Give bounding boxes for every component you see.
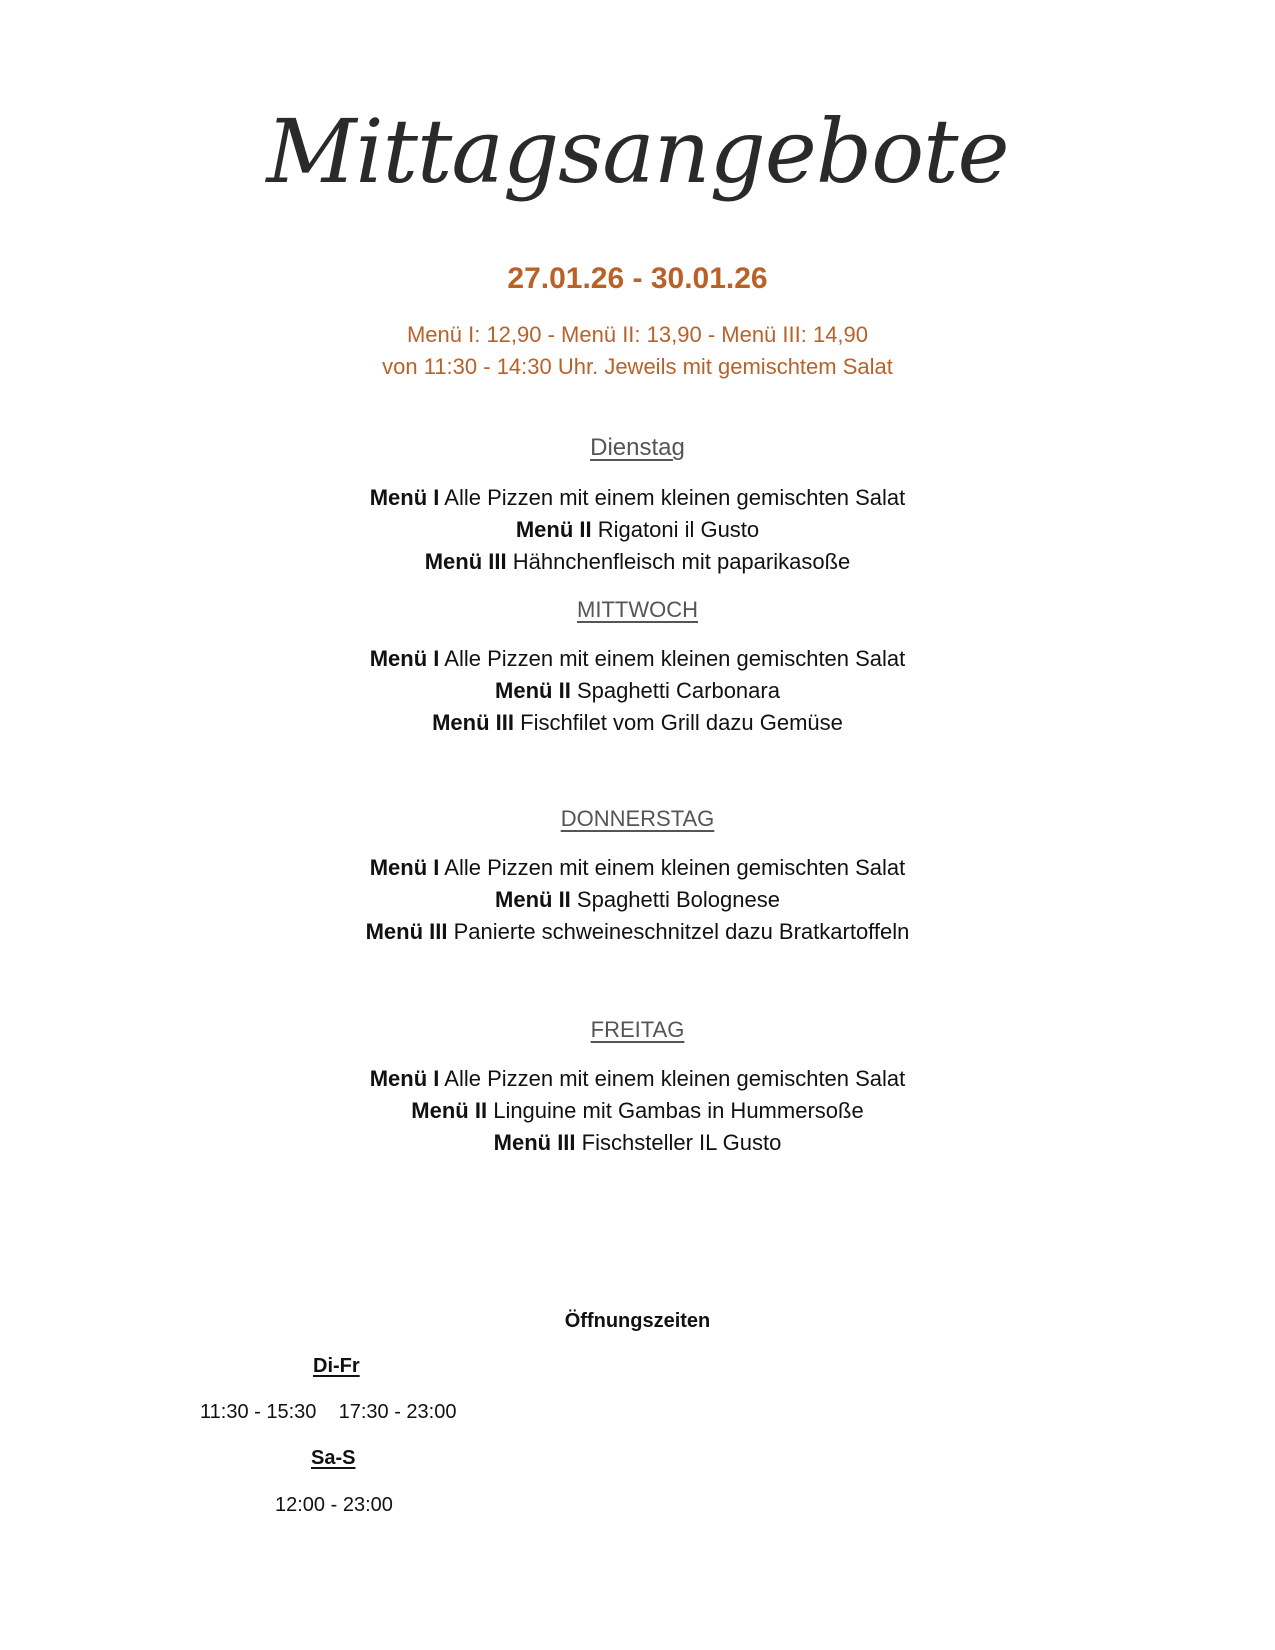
- menu-dish: Alle Pizzen mit einem kleinen gemischten Salat: [444, 646, 906, 671]
- menu-dish: Fischsteller IL Gusto: [581, 1130, 782, 1155]
- weekday-times: 11:30 - 15:30 17:30 - 23:00: [200, 1401, 457, 1423]
- menu-line: [0, 1066, 1275, 1092]
- menu-dish: Alle Pizzen mit einem kleinen gemischten Salat: [444, 1066, 906, 1091]
- menu-label: Menü III: [365, 919, 448, 944]
- weekend-label: Sa-S: [311, 1447, 356, 1469]
- weekday-label: Di-Fr: [313, 1355, 360, 1377]
- menu-label: Menü I: [369, 485, 440, 510]
- day-heading-dienstag: Dienstag: [590, 434, 685, 461]
- menu-dish: Spaghetti Bolognese: [576, 887, 780, 912]
- weekend-times: 12:00 - 23:00: [275, 1494, 393, 1516]
- menu-dish: Alle Pizzen mit einem kleinen gemischten Salat: [444, 855, 906, 880]
- lunch-hours-line: von 11:30 - 14:30 Uhr. Jeweils mit gemischtem Salat: [382, 354, 893, 379]
- menu-label: Menü III: [424, 549, 507, 574]
- menu-line: [0, 855, 1275, 881]
- menu-line: [0, 678, 1275, 704]
- menu-label: Menü II: [495, 678, 571, 703]
- menu-label: Menü II: [515, 517, 592, 542]
- menu-label: Menü III: [493, 1130, 576, 1155]
- menu-dish: Spaghetti Carbonara: [576, 678, 780, 703]
- menu-line: [0, 1130, 1275, 1156]
- day-heading-donnerstag: DONNERSTAG: [560, 806, 715, 831]
- menu-line: [0, 485, 1275, 511]
- menu-line: [0, 549, 1275, 575]
- day-heading-mittwoch: MITTWOCH: [577, 597, 698, 622]
- menu-line: [0, 710, 1275, 736]
- menu-line: [0, 1098, 1275, 1124]
- menu-dish: Linguine mit Gambas in Hummersoße: [493, 1098, 864, 1123]
- menu-dish: Alle Pizzen mit einem kleinen gemischten Salat: [444, 485, 906, 510]
- date-range: 27.01.26 - 30.01.26: [507, 262, 768, 295]
- menu-label: Menü I: [369, 1066, 440, 1091]
- menu-dish: Rigatoni il Gusto: [597, 517, 760, 542]
- menu-line: [0, 919, 1275, 945]
- menu-line: [0, 646, 1275, 672]
- menu-label: Menü II: [495, 887, 571, 912]
- menu-dish: Fischfilet vom Grill dazu Gemüse: [520, 710, 843, 735]
- price-line: Menü I: 12,90 - Menü II: 13,90 - Menü III: 14,90: [406, 322, 869, 347]
- menu-dish: Hähnchenfleisch mit paparikasoße: [512, 549, 851, 574]
- menu-label: Menü III: [432, 710, 514, 735]
- page-title: Mittagsangebote: [266, 100, 1009, 203]
- menu-label: Menü I: [369, 855, 440, 880]
- opening-hours-title: Öffnungszeiten: [564, 1310, 711, 1332]
- menu-line: [0, 887, 1275, 913]
- menu-label: Menü I: [369, 646, 440, 671]
- menu-line: [0, 517, 1275, 543]
- menu-dish: Panierte schweineschnitzel dazu Bratkartoffeln: [453, 919, 910, 944]
- menu-label: Menü II: [411, 1098, 488, 1123]
- day-heading-freitag: FREITAG: [590, 1017, 685, 1042]
